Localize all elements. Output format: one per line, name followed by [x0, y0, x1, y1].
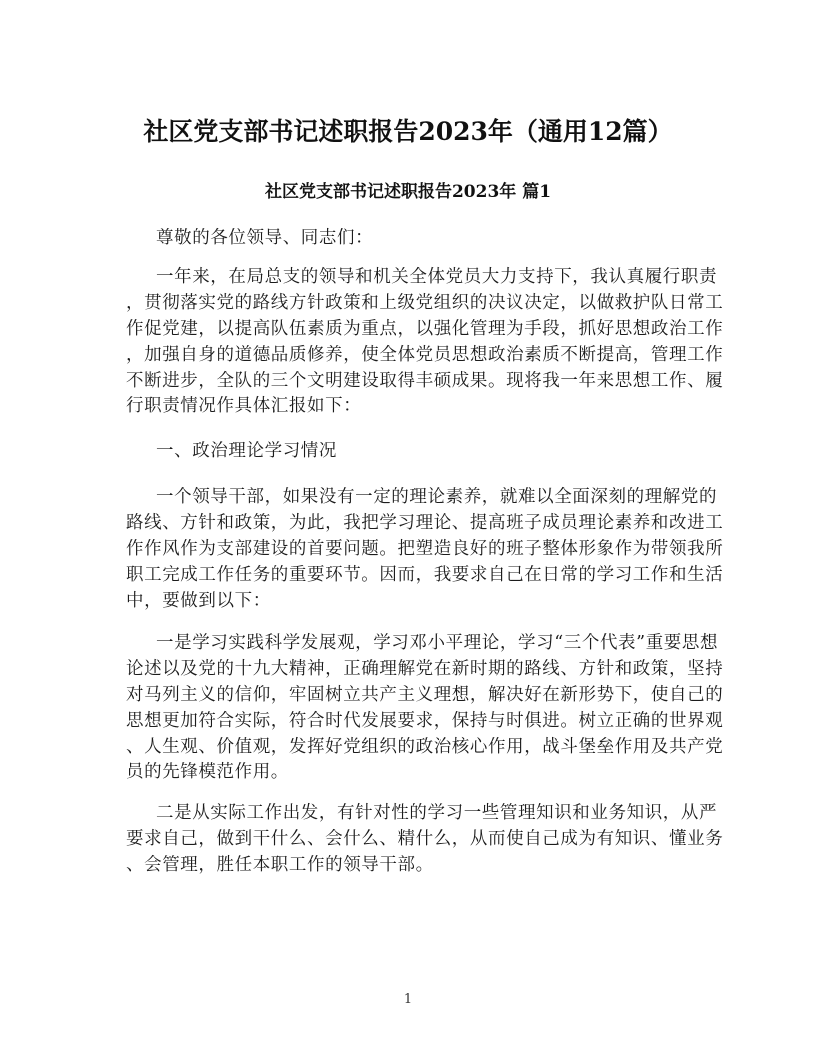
paragraph-line: 职工完成工作任务的重要环节。因而，我要求自己在日常的学习工作和生活: [126, 564, 724, 585]
paragraph-line: 二是从实际工作出发，有针对性的学习一些管理知识和业务知识，从严: [156, 803, 718, 823]
paragraph-line: 要求自己，做到干什么、会什么、精什么，从而使自己成为有知识、懂业务: [126, 828, 724, 849]
subheading-political-study: [126, 439, 696, 465]
paragraph-line: 一是学习实践科学发展观，学习邓小平理论，学习“三个代表”重要思想: [156, 633, 719, 653]
paragraph-line: ，加强自身的道德品质修养，使全体党员思想政治素质不断提高，管理工作: [126, 344, 724, 365]
paragraph-line: 行职责情况作具体汇报如下：: [126, 396, 362, 417]
paragraph-theory: [126, 485, 724, 614]
paragraph-line: 一个领导干部，如果没有一定的理论素养，就难以全面深刻的理解党的: [156, 487, 718, 507]
paragraph-line: 论述以及党的十九大精神，正确理解党在新时期的路线、方针和政策，坚持: [126, 658, 724, 679]
paragraph-line: 思想更加符合实际，符合时代发展要求，保持与时俱进。树立正确的世界观: [126, 710, 724, 731]
paragraph-line: 一年来，在局总支的领导和机关全体党员大力支持下，我认真履行职责: [156, 267, 718, 287]
paragraph-salutation: [126, 226, 696, 252]
paragraph-line: 一、政治理论学习情况: [156, 441, 337, 461]
paragraph-line: 、会管理，胜任本职工作的领导干部。: [126, 854, 434, 875]
paragraph-introduction: [126, 265, 724, 420]
paragraph-line: 尊敬的各位领导、同志们：: [156, 228, 374, 248]
paragraph-line: 、人生观、价值观，发挥好党组织的政治核心作用，战斗堡垒作用及共产党: [126, 736, 724, 757]
section-title: 社区党支部书记述职报告2023年 篇1: [264, 182, 552, 202]
page-number: 1: [403, 992, 413, 1007]
paragraph-line: 路线、方针和政策，为此，我把学习理论、提高班子成员理论素养和改进工: [126, 512, 724, 533]
paragraph-line: 员的先锋模范作用。: [126, 762, 289, 783]
document-title: 社区党支部书记述职报告2023年（通用12篇）: [143, 117, 673, 146]
paragraph-point-two: [126, 801, 724, 879]
paragraph-point-one: [126, 631, 724, 786]
paragraph-line: 作作风作为支部建设的首要问题。把塑造良好的班子整体形象作为带领我所: [126, 538, 724, 559]
paragraph-line: ，贯彻落实党的路线方针政策和上级党组织的决议决定，以做救护队日常工: [126, 292, 724, 313]
paragraph-line: 中，要做到以下：: [126, 590, 271, 611]
paragraph-line: 不断进步，全队的三个文明建设取得丰硕成果。现将我一年来思想工作、履: [126, 370, 724, 391]
paragraph-line: 作促党建，以提高队伍素质为重点，以强化管理为手段，抓好思想政治工作: [126, 318, 724, 339]
paragraph-line: 对马列主义的信仰，牢固树立共产主义理想，解决好在新形势下，使自己的: [126, 684, 724, 705]
